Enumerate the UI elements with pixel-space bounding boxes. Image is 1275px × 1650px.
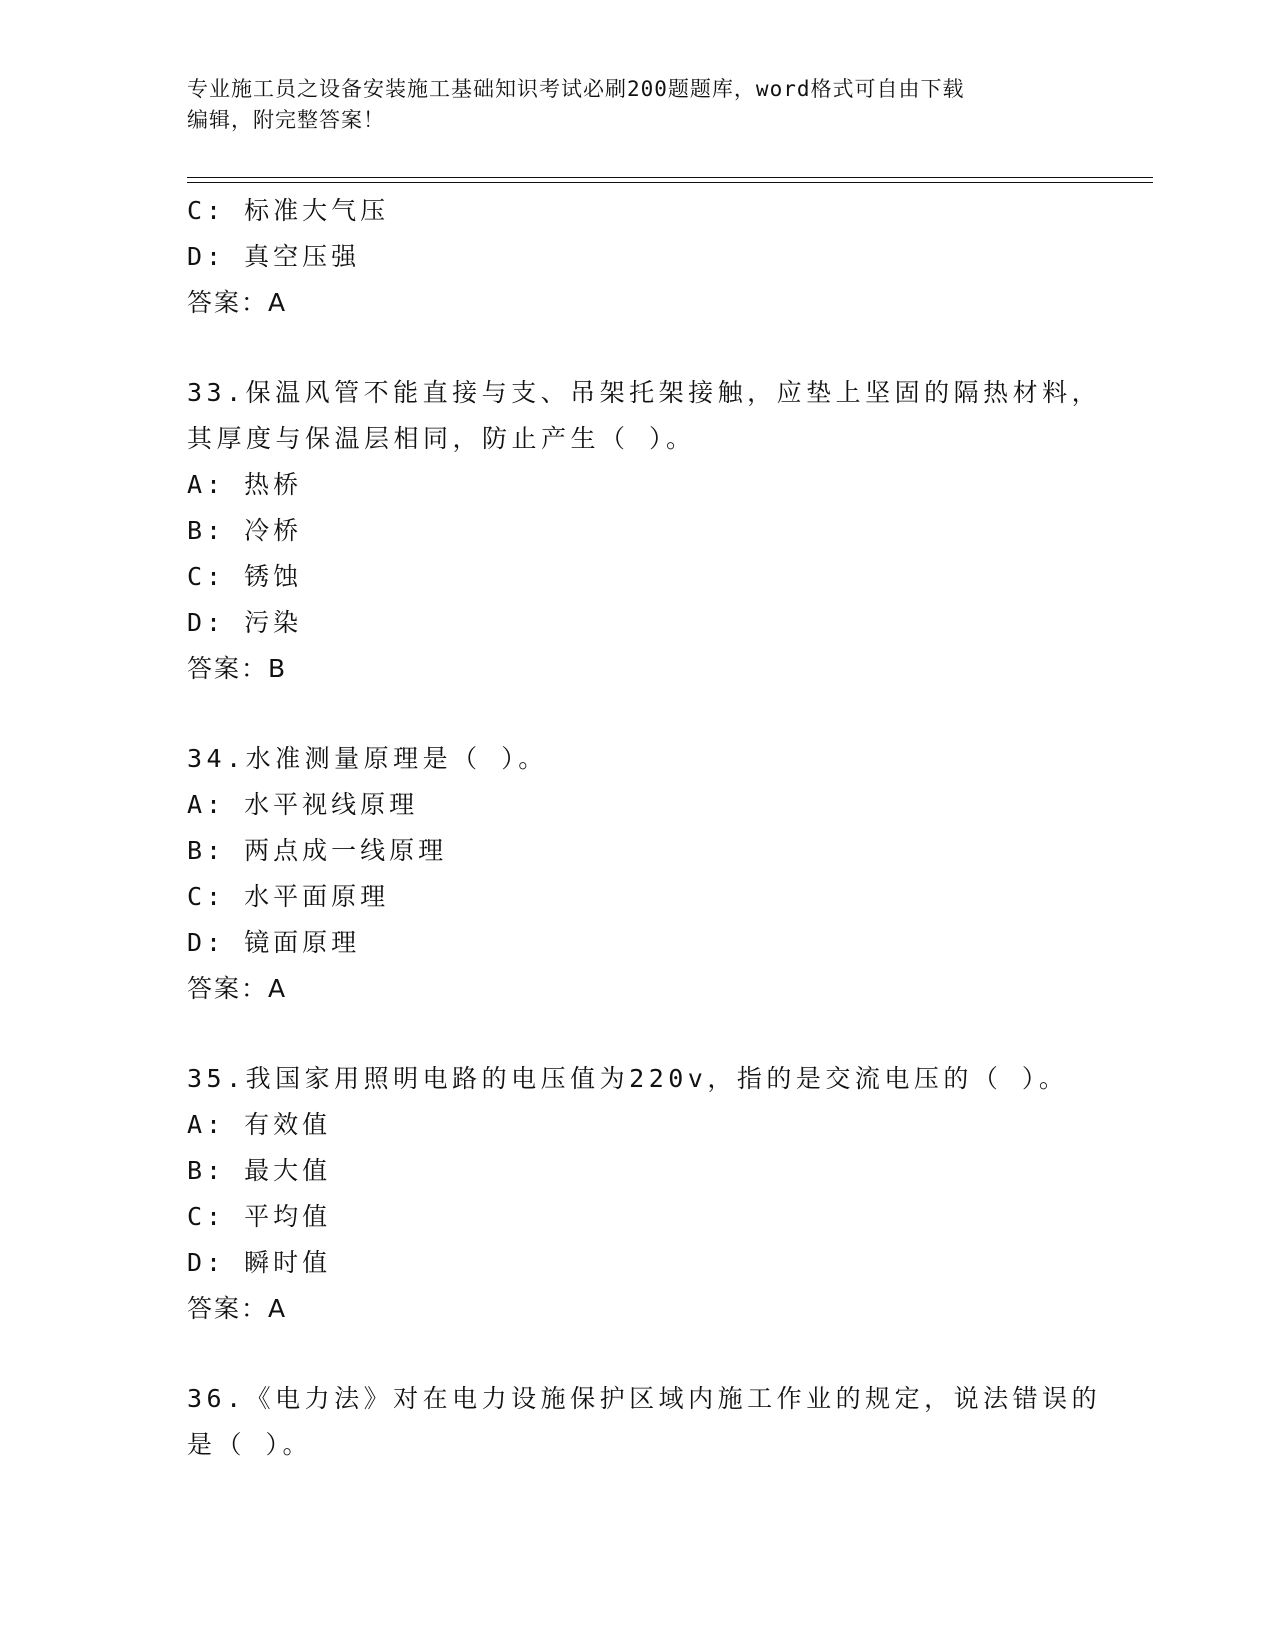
- question-list: [187, 188, 1102, 1468]
- option-d: D: 瞬时值: [187, 1248, 332, 1277]
- question-stem: 33.保温风管不能直接与支、吊架托架接触，应垫上坚固的隔热材料，: [187, 378, 1102, 407]
- option-a: A: 水平视线原理: [187, 790, 419, 819]
- option-b: B: 冷桥: [187, 516, 303, 545]
- option-d: D: 真空压强: [187, 242, 361, 271]
- option-b: B: 两点成一线原理: [187, 836, 448, 865]
- option-c: C: 平均值: [187, 1202, 332, 1231]
- option-a: A: 有效值: [187, 1110, 332, 1139]
- question-32: [187, 188, 1087, 326]
- question-stem: 是（ ）。: [187, 1430, 313, 1459]
- question-stem: 35.我国家用照明电路的电压值为220v，指的是交流电压的（ ）。: [187, 1064, 1069, 1093]
- question-33: [187, 370, 1102, 692]
- question-stem: 34.水准测量原理是（ ）。: [187, 744, 548, 773]
- spacer: [187, 326, 1087, 370]
- question-34: [187, 736, 1087, 1012]
- spacer: [187, 1012, 1087, 1056]
- answer: 答案：A: [187, 1294, 288, 1323]
- answer: 答案：A: [187, 974, 288, 1003]
- header-divider-bottom: [187, 182, 1153, 183]
- header-title-line-2: 编辑，附完整答案！: [187, 108, 385, 132]
- question-stem: 其厚度与保温层相同，防止产生（ ）。: [187, 424, 696, 453]
- option-c: C: 锈蚀: [187, 562, 303, 591]
- question-35: [187, 1056, 1087, 1332]
- option-d: D: 镜面原理: [187, 928, 361, 957]
- option-d: D: 污染: [187, 608, 303, 637]
- option-c: C: 标准大气压: [187, 196, 390, 225]
- header-title-line-1: 专业施工员之设备安装施工基础知识考试必刷200题题库，word格式可自由下载: [187, 77, 965, 101]
- question-36: [187, 1376, 1102, 1468]
- page-header: [187, 74, 1067, 136]
- option-a: A: 热桥: [187, 470, 303, 499]
- spacer: [187, 692, 1087, 736]
- option-c: C: 水平面原理: [187, 882, 390, 911]
- option-b: B: 最大值: [187, 1156, 332, 1185]
- spacer: [187, 1332, 1087, 1376]
- header-divider-top: [187, 177, 1153, 178]
- question-stem: 36.《电力法》对在电力设施保护区域内施工作业的规定，说法错误的: [187, 1384, 1102, 1413]
- answer: 答案：B: [187, 654, 288, 683]
- answer: 答案：A: [187, 288, 288, 317]
